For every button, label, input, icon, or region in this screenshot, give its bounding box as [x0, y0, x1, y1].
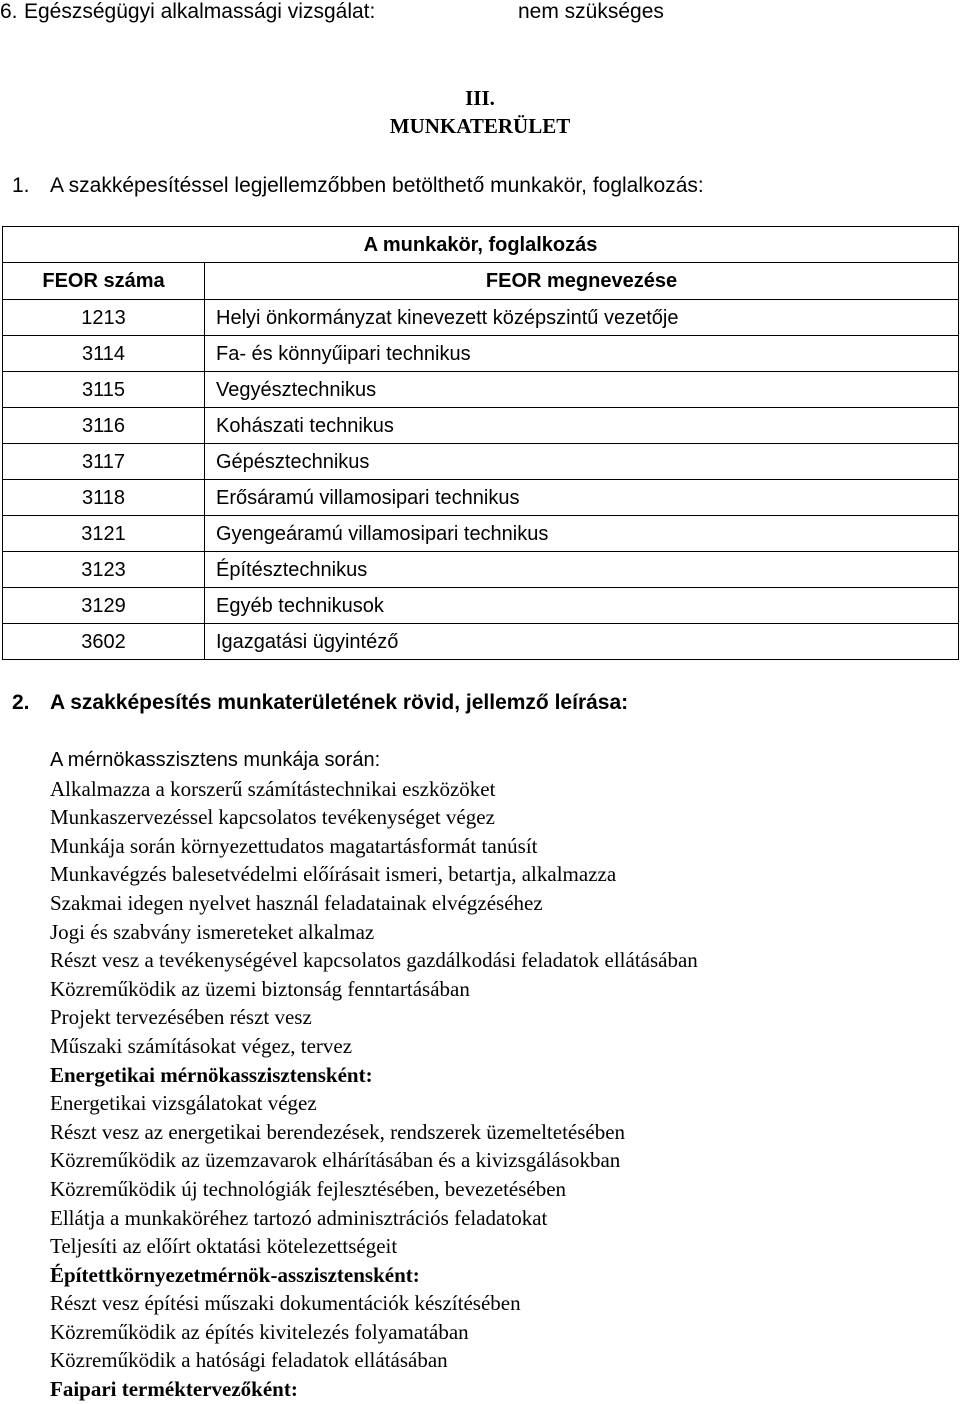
energy-duty-item: Ellátja a munkaköréhez tartozó adminisztrációs feladatokat	[50, 1205, 548, 1230]
table-row	[3, 300, 959, 336]
energy-duties-list	[50, 1089, 698, 1261]
energy-duty-item: Közreműködik új technológiák fejlesztésében, bevezetésében	[50, 1176, 567, 1201]
section-title: MUNKATERÜLET	[389, 114, 571, 138]
feor-name: Gépésztechnikus	[205, 444, 959, 480]
energy-duty-item: Közreműködik az üzemzavarok elhárításában és a kivizsgálásokban	[50, 1148, 621, 1173]
built-environment-duty-item: Közreműködik az építés kivitelezés folyamatában	[50, 1319, 469, 1344]
feor-code: 3114	[3, 336, 205, 372]
table-row	[3, 516, 959, 552]
feor-name: Erősáramú villamosipari technikus	[205, 480, 959, 516]
feor-table	[2, 226, 959, 660]
feor-name: Helyi önkormányzat kinevezett középszintű vezetője	[205, 300, 959, 336]
item-number: 6.	[0, 0, 18, 23]
description-intro: A mérnökasszisztens munkája során:	[50, 749, 381, 771]
table-row	[3, 336, 959, 372]
table-row	[3, 480, 959, 516]
table-caption: A munkakör, foglalkozás	[3, 227, 959, 263]
table-caption-row	[3, 227, 959, 263]
general-duty-item: Projekt tervezésében részt vesz	[50, 1005, 312, 1030]
table-row	[3, 552, 959, 588]
general-duty-item: Munkavégzés balesetvédelmi előírásait ismeri, betartja, alkalmazza	[50, 862, 617, 887]
feor-name: Fa- és könnyűipari technikus	[205, 336, 959, 372]
feor-name: Építésztechnikus	[205, 552, 959, 588]
section-number: III.	[465, 86, 495, 110]
feor-name: Vegyésztechnikus	[205, 372, 959, 408]
wood-product-heading: Faipari terméktervezőként:	[50, 1377, 298, 1402]
general-duties-list	[50, 775, 698, 1061]
table-header-row	[3, 263, 959, 300]
energy-duty-item: Energetikai vizsgálatokat végez	[50, 1091, 317, 1116]
column-header-name: FEOR megnevezése	[205, 263, 959, 300]
energy-duty-item: Teljesíti az előírt oktatási kötelezettségeit	[50, 1234, 398, 1259]
feor-code: 1213	[3, 300, 205, 336]
feor-name: Gyengeáramú villamosipari technikus	[205, 516, 959, 552]
general-duty-item: Közreműködik az üzemi biztonság fenntartásában	[50, 976, 470, 1001]
table-body	[3, 300, 959, 660]
general-duty-item: Műszaki számításokat végez, tervez	[50, 1033, 353, 1058]
general-duty-item: Munkája során környezettudatos magatartásformát tanúsít	[50, 833, 538, 858]
work-area-description	[50, 746, 698, 1404]
general-duty-item: Szakmai idegen nyelvet használ feladatainak elvégzéséhez	[50, 890, 543, 915]
table-row	[3, 624, 959, 660]
table-row	[3, 408, 959, 444]
table-row	[3, 372, 959, 408]
general-duty-item: Részt vesz a tevékenységével kapcsolatos gazdálkodási feladatok ellátásában	[50, 948, 698, 973]
table-row	[3, 444, 959, 480]
general-duty-item: Munkaszervezéssel kapcsolatos tevékenységet végez	[50, 805, 495, 830]
item1-number: 1.	[12, 174, 30, 197]
feor-code: 3121	[3, 516, 205, 552]
general-duty-item: Jogi és szabvány ismereteket alkalmaz	[50, 919, 375, 944]
column-header-code: FEOR száma	[3, 263, 205, 300]
feor-code: 3602	[3, 624, 205, 660]
item2-number: 2.	[12, 691, 30, 714]
general-duty-item: Alkalmazza a korszerű számítástechnikai eszközöket	[50, 776, 496, 801]
item2-title: A szakképesítés munkaterületének rövid, jellemző leírása:	[50, 691, 629, 714]
feor-code: 3118	[3, 480, 205, 516]
energy-heading: Energetikai mérnökasszisztensként:	[50, 1062, 373, 1087]
built-environment-duties-list	[50, 1289, 698, 1375]
built-environment-heading: Építettkörnyezetmérnök-asszisztensként:	[50, 1262, 420, 1287]
table-row	[3, 588, 959, 624]
feor-code: 3123	[3, 552, 205, 588]
built-environment-duty-item: Részt vesz építési műszaki dokumentációk készítésében	[50, 1291, 521, 1316]
health-check-label: Egészségügyi alkalmassági vizsgálat:	[24, 0, 376, 23]
built-environment-duty-item: Közreműködik a hatósági feladatok ellátásában	[50, 1348, 448, 1373]
feor-code: 3129	[3, 588, 205, 624]
feor-name: Igazgatási ügyintéző	[205, 624, 959, 660]
energy-duty-item: Részt vesz az energetikai berendezések, rendszerek üzemeltetésében	[50, 1119, 626, 1144]
feor-code: 3116	[3, 408, 205, 444]
feor-name: Egyéb technikusok	[205, 588, 959, 624]
health-check-value: nem szükséges	[518, 0, 664, 23]
item1-title: A szakképesítéssel legjellemzőbben betölthető munkakör, foglalkozás:	[50, 174, 704, 197]
feor-code: 3117	[3, 444, 205, 480]
feor-name: Kohászati technikus	[205, 408, 959, 444]
feor-code: 3115	[3, 372, 205, 408]
